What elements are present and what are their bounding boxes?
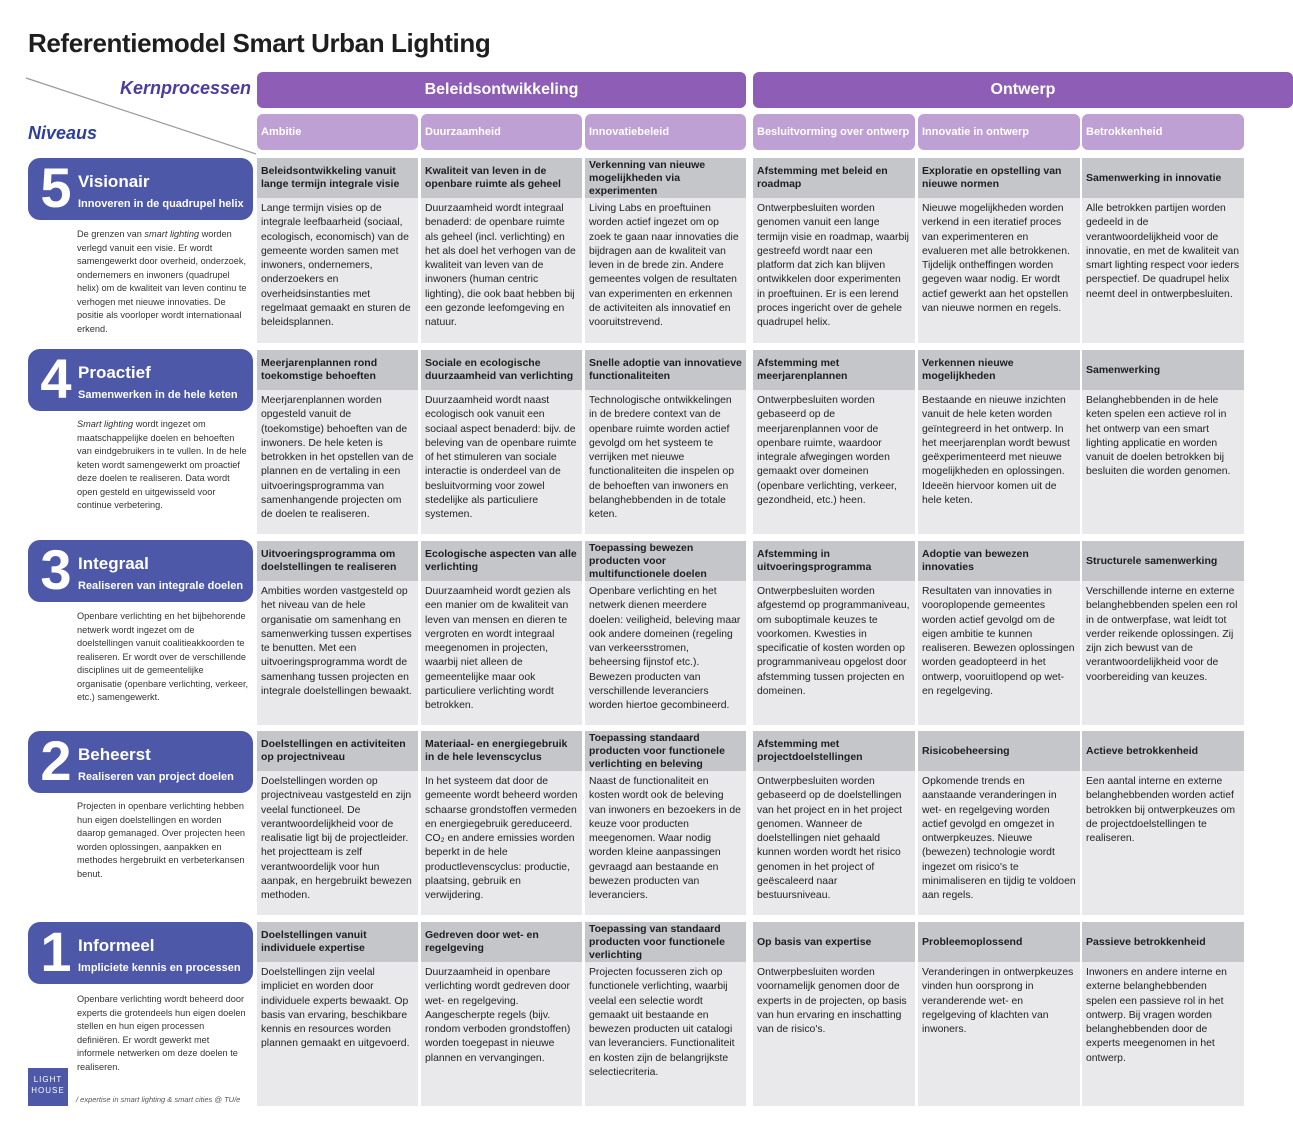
matrix-cell — [1082, 731, 1244, 915]
level-number: 1 — [40, 920, 72, 983]
level-description — [77, 800, 249, 881]
cell-text: Duurzaamheid in openbare verlichting wordt gedreven door wet- en regelgeving. Aangescherpte regels (bijv. rondom verboden grondstoffen) worden toegepast in nieuwe plannen en vervangingen. — [425, 967, 571, 1064]
matrix-cell — [585, 541, 746, 725]
description-emphasis: smart lighting — [144, 229, 200, 239]
matrix-cell — [257, 350, 418, 534]
matrix-cell — [585, 922, 746, 1106]
cell-text: Bestaande en nieuwe inzichten vanuit de hele keten worden geïntegreerd in het ontwerp. In het meerjarenplan wordt bewust geëxperimenteerd met nieuwe mogelijkheden en oplossingen. Ideeën hiervoor komen uit de hele keten. — [922, 395, 1070, 507]
cell-text: Alle betrokken partijen worden gedeeld in de verantwoordelijkheid voor de innovatie, en met de kwaliteit van smart lighting respect voor ieders perspectief. De quadrupel helix neemt deel in ontwerpbesluiten. — [1086, 203, 1240, 300]
cell-title: Kwaliteit van leven in de openbare ruimte als geheel — [421, 158, 582, 198]
cell-title: Afstemming met projectdoelstellingen — [753, 731, 915, 771]
level-number: 4 — [40, 347, 72, 410]
subcategory-besluitvorming: Besluitvorming over ontwerp — [753, 114, 915, 150]
cell-title: Afstemming met meerjarenplannen — [753, 350, 915, 390]
level-name: Integraal — [78, 554, 149, 573]
category-beleidsontwikkeling: Beleidsontwikkeling — [257, 72, 746, 108]
level-header-informeel — [28, 922, 253, 984]
cell-title: Uitvoeringsprogramma om doelstellingen te realiseren — [257, 541, 418, 581]
cell-title: Afstemming in uitvoeringsprogramma — [753, 541, 915, 581]
kernprocessen-label: Kernprocessen — [120, 78, 252, 98]
matrix-cell — [585, 731, 746, 915]
cell-text: Ontwerpbesluiten worden gebaseerd op de meerjarenplannen voor de openbare ruimte, waardoor integrale afwegingen worden gemaakt over domeinen (openbare verlichting, verkeer, gezondheid, etc.) heen. — [757, 395, 897, 507]
cell-title: Verkennen nieuwe mogelijkheden — [918, 350, 1080, 390]
cell-title: Samenwerking in innovatie — [1082, 158, 1244, 198]
cell-text: Ontwerpbesluiten worden afgestemd op programmaniveau, om suboptimale keuzes te voorkomen. Kwesties in specificatie of kosten worden op programmaniveau opgelost door afstemming tussen projecten en domeinen. — [757, 586, 910, 698]
cell-title: Beleidsontwikkeling vanuit lange termijn integrale visie — [257, 158, 418, 198]
level-subtitle: Innoveren in de quadrupel helix — [78, 198, 244, 210]
matrix-cell — [1082, 541, 1244, 725]
matrix-cell — [1082, 922, 1244, 1106]
level-description — [77, 418, 249, 513]
cell-title: Actieve betrokkenheid — [1082, 731, 1244, 771]
matrix-cell — [918, 158, 1080, 343]
cell-title: Risicobeheersing — [918, 731, 1080, 771]
cell-text: Openbare verlichting en het netwerk dienen meerdere doelen: veiligheid, beleving maar ook andere domeinen (regeling van verkeersstromen, beheersing fijnstof etc.). Bewezen producten van verschillende leveranciers worden hiertoe gecombineerd. — [589, 586, 741, 712]
description-part: wordt ingezet om maatschappelijke doelen en behoeften van eindgebruikers in te vullen. In de hele keten wordt samengewerkt om proactief deze doelen te realiseren. Data wordt open gesteld en uitgewisseld voor continue verbetering. — [77, 419, 247, 510]
description-part: worden verlegd vanuit een visie. Er wordt samengewerkt door overheid, onderzoek, ondernemers en inwoners (quadrupel helix) om de kwaliteit van leven continu te verhogen met nieuwe innovaties. De positie als voorloper wordt internationaal erkend. — [77, 229, 247, 334]
category-ontwerp: Ontwerp — [753, 72, 1293, 108]
matrix-cell — [257, 541, 418, 725]
level-description — [77, 993, 249, 1074]
level-subtitle: Realiseren van project doelen — [78, 771, 234, 783]
matrix-cell — [421, 158, 582, 343]
cell-text: Verschillende interne en externe belanghebbenden spelen een rol in de ontwerpfase, wat leidt tot verder reikende oplossingen. Zij zijn zich bewust van de verantwoordelijkheid voor de voorbereiding van keuzes. — [1086, 586, 1238, 683]
cell-title: Doelstellingen vanuit individuele expertise — [257, 922, 418, 962]
matrix-cell — [918, 922, 1080, 1106]
level-number: 5 — [40, 156, 72, 219]
cell-text: Lange termijn visies op de integrale leefbaarheid (sociaal, ecologisch, economisch) van de gemeente worden samen met inwoners, ondernemers, onderzoekers en overheidsinstanties met regelmaat gemaakt en sturen de beleidsplannen. — [261, 203, 411, 329]
cell-text: Projecten focusseren zich op functionele verlichting, waarbij veelal een selectie wordt gemaakt uit bestaande en bewezen producten uit catalogi van leveranciers. Functionaliteit en kosten zijn de belangrijkste selectiecriteria. — [589, 967, 735, 1079]
matrix-cell — [753, 541, 915, 725]
matrix-cell — [585, 350, 746, 534]
matrix-cell — [421, 922, 582, 1106]
matrix-cell — [585, 158, 746, 343]
matrix-cell — [918, 731, 1080, 915]
cell-title: Doelstellingen en activiteiten op projectniveau — [257, 731, 418, 771]
lighthouse-logo — [28, 1068, 68, 1106]
description-part: Openbare verlichting wordt beheerd door experts die grotendeels hun eigen doelen stellen en hun eigen processen definiëren. Er wordt gewerkt met informele netwerken om deze doelen te realiseren. — [77, 994, 246, 1072]
cell-title: Passieve betrokkenheid — [1082, 922, 1244, 962]
cell-title: Sociale en ecologische duurzaamheid van verlichting — [421, 350, 582, 390]
cell-title: Materiaal- en energiegebruik in de hele levenscyclus — [421, 731, 582, 771]
cell-text: Ontwerpbesluiten worden gebaseerd op de doelstellingen van het project en in het project genomen. Wanneer de doelstellingen niet gehaald kunnen worden wordt het risico genomen in het project of geëscaleerd naar bestuursniveau. — [757, 776, 902, 902]
subcategory-duurzaamheid: Duurzaamheid — [421, 114, 582, 150]
matrix-cell — [421, 731, 582, 915]
niveaus-label: Niveaus — [28, 123, 98, 143]
matrix-cell — [753, 731, 915, 915]
level-name: Proactief — [78, 363, 151, 382]
cell-text: Duurzaamheid wordt gezien als een manier om de kwaliteit van leven van mensen en dieren te vergroten en wordt integraal meegenomen in projecten, waarbij niet alleen de gemeentelijke maar ook particuliere verlichting wordt betrokken. — [425, 586, 571, 712]
matrix-cell — [753, 350, 915, 534]
cell-text: Belanghebbenden in de hele keten spelen een actieve rol in het ontwerp van een smart lighting applicatie en worden vanuit de doelen betrokken bij besluiten die worden genomen. — [1086, 395, 1231, 478]
cell-text: Inwoners en andere interne en externe belanghebbenden spelen een passieve rol in het ontwerp. Bij vragen worden belanghebbenden door de experts meegenomen in het ontwerp. — [1086, 967, 1227, 1064]
description-emphasis: Smart lighting — [77, 419, 134, 429]
cell-text: Duurzaamheid wordt naast ecologisch ook vanuit een sociaal aspect benaderd: bijv. de beleving van de openbare ruimte of het stimuleren van sociale interactie is onderdeel van de besluitvorming voor zowel stedelijke als particuliere systemen. — [425, 395, 577, 521]
matrix-cell — [1082, 158, 1244, 343]
level-subtitle: Samenwerken in de hele keten — [78, 389, 238, 401]
subcategory-betrokkenheid: Betrokkenheid — [1082, 114, 1244, 150]
level-header-visionair — [28, 158, 253, 220]
cell-text: Een aantal interne en externe belanghebbenden worden actief betrokken bij ontwerpkeuzes om de projectdoelstellingen te realiseren. — [1086, 776, 1236, 845]
description-part: Projecten in openbare verlichting hebben hun eigen doelstellingen en worden daarop gemanaged. Over projecten heen worden oplossingen, aanpakken en methodes hergebruikt en verbeterkansen benut. — [77, 801, 246, 879]
subcategory-innovatiebeleid: Innovatiebeleid — [585, 114, 746, 150]
cell-text: Veranderingen in ontwerpkeuzes vinden hun oorsprong in veranderende wet- en regelgeving of klachten van inwoners. — [922, 967, 1074, 1036]
level-number: 2 — [40, 729, 72, 792]
description-part: Openbare verlichting en het bijbehorende netwerk wordt ingezet om de doelstellingen vanuit coalitieakkoorden te realiseren. Er wordt over de verschillende disciplines uit de gemeentelijke organisatie (openbare verlichting, verkeer, etc.) samengewerkt. — [77, 611, 249, 702]
level-header-beheerst — [28, 731, 253, 793]
cell-title: Gedreven door wet- en regelgeving — [421, 922, 582, 962]
cell-text: Opkomende trends en aanstaande veranderingen in wet- en regelgeving worden actief gevolgd en omgezet in ontwerpkeuzes. Nieuwe (bewezen) technologie wordt ingezet om risico's te minimaliseren en tijdig te voldoen aan regels. — [922, 776, 1076, 902]
page-title: Referentiemodel Smart Urban Lighting — [28, 28, 491, 58]
logo-line-2: HOUSE — [31, 1086, 65, 1095]
level-subtitle: Realiseren van integrale doelen — [78, 580, 244, 592]
matrix-cell — [257, 731, 418, 915]
matrix-cell — [257, 158, 418, 343]
cell-text: Doelstellingen worden op projectniveau vastgesteld en zijn veelal functioneel. De verantwoordelijkheid voor de realisatie ligt bij de projectleider. het projectteam is zelf verantwoordelijk voor hun aanpak, en hergebruikt bewezen methoden. — [261, 776, 412, 902]
cell-text: Ontwerpbesluiten worden voornamelijk genomen door de experts in de projecten, op basis van hun ervaring en inschatting van de risico's. — [757, 967, 907, 1036]
cell-text: Doelstellingen zijn veelal impliciet en worden door individuele experts bewaakt. Op basis van ervaring, beschikbare kennis en resources worden plannen gemaakt en uitgevoerd. — [261, 967, 410, 1050]
cell-title: Meerjarenplannen rond toekomstige behoeften — [257, 350, 418, 390]
cell-text: Ontwerpbesluiten worden genomen vanuit een lange termijn visie en roadmap, waarbij gestreefd wordt naar een platform dat zich kan blijven ontwikkelen door experimenten in proeftuinen. Er is een lerend proces ingericht over de gehele quadrupel helix. — [757, 203, 909, 329]
logo-line-1: LIGHT — [33, 1075, 63, 1084]
cell-text: Naast de functionaliteit en kosten wordt ook de beleving van inwoners en bezoekers in de keuze voor producten meegenomen. Waar nodig worden kleine aanpassingen gevraagd aan bestaande en bewezen producten van leveranciers. — [589, 776, 741, 902]
level-description — [77, 228, 249, 336]
cell-text: Nieuwe mogelijkheden worden verkend in een iteratief proces van experimenteren en evalueren met alle betrokkenen. Tijdelijk ontheffingen worden gegeven waar nodig. Er wordt actief gewerkt aan het opstellen van nieuwe normen en regels. — [922, 203, 1070, 315]
cell-title: Op basis van expertise — [753, 922, 915, 962]
footer-text: / expertise in smart lighting & smart cities @ TU/e — [76, 1095, 241, 1104]
matrix-cell — [1082, 350, 1244, 534]
cell-text: Resultaten van innovaties in vooroplopende gemeentes worden actief gevolgd om de eigen ambitie te kunnen realiseren. Bewezen oplossingen worden geadopteerd in het ontwerp, vooruitlopend op wet- en regelgeving. — [922, 586, 1075, 698]
level-description — [77, 610, 249, 705]
cell-title: Afstemming met beleid en roadmap — [753, 158, 915, 198]
cell-title: Verkenning van nieuwe mogelijkheden via experimenten — [585, 158, 746, 198]
cell-title: Ecologische aspecten van alle verlichting — [421, 541, 582, 581]
cell-title: Samenwerking — [1082, 350, 1244, 390]
level-subtitle: Impliciete kennis en processen — [78, 962, 241, 974]
cell-title: Toepassing van standaard producten voor functionele verlichting — [585, 922, 746, 962]
level-header-integraal — [28, 540, 253, 602]
cell-title: Probleemoplossend — [918, 922, 1080, 962]
level-number: 3 — [40, 538, 72, 601]
cell-text: Ambities worden vastgesteld op het niveau van de hele organisatie om samenhang en samenwerking tussen expertises te benutten. Met een uitvoeringsprogramma wordt de samenhang tussen projecten en integrale doelstellingen bewaakt. — [261, 586, 412, 698]
cell-text: Meerjarenplannen worden opgesteld vanuit de (toekomstige) behoeften van de inwoners. De hele keten is betrokken in het opstellen van de plannen en de vertaling in een uitvoeringsprogramma van samenhangende projecten om de doelen te realiseren. — [261, 395, 414, 521]
matrix-cell — [753, 158, 915, 343]
level-name: Visionair — [78, 172, 150, 191]
cell-title: Exploratie en opstelling van nieuwe normen — [918, 158, 1080, 198]
subcategory-ambitie: Ambitie — [257, 114, 418, 150]
cell-text: In het systeem dat door de gemeente wordt beheerd worden schaarse grondstoffen vermeden en energiegebruik gereduceerd. CO₂ en andere emissies worden beperkt in de hele productlevenscyclus: productie, plaatsing, gebruik en verwijdering. — [425, 776, 578, 902]
cell-title: Snelle adoptie van innovatieve functionaliteiten — [585, 350, 746, 390]
subcategory-innovatie-in-ontwerp: Innovatie in ontwerp — [918, 114, 1080, 150]
level-name: Informeel — [78, 936, 155, 955]
level-header-proactief — [28, 349, 253, 411]
cell-text: Technologische ontwikkelingen in de bredere context van de openbare ruimte worden actief gevolgd om het systeem te verrijken met nieuwe functionaliteiten die inspelen op de behoeften van inwoners en belanghebbenden in de totale keten. — [589, 395, 734, 521]
matrix-cell — [257, 922, 418, 1106]
level-name: Beheerst — [78, 745, 151, 764]
matrix-cell — [753, 922, 915, 1106]
cell-title: Toepassing bewezen producten voor multifunctionele doelen — [585, 541, 746, 581]
matrix-cell — [918, 350, 1080, 534]
matrix-cell — [421, 541, 582, 725]
matrix-cell — [918, 541, 1080, 725]
description-part: De grenzen van — [77, 229, 145, 239]
cell-title: Toepassing standaard producten voor functionele verlichting en beleving — [585, 731, 746, 771]
cell-text: Duurzaamheid wordt integraal benaderd: de openbare ruimte als geheel (incl. verlichting) en het als doel het verhogen van de kwaliteit van leven van de inwoners (human centric lighting), die ook baat hebben bij een gezonde leefomgeving en natuur. — [425, 203, 576, 329]
matrix-cell — [421, 350, 582, 534]
cell-title: Adoptie van bewezen innovaties — [918, 541, 1080, 581]
cell-title: Structurele samenwerking — [1082, 541, 1244, 581]
cell-text: Living Labs en proeftuinen worden actief ingezet om op zoek te gaan naar innovaties die bijdragen aan de kwaliteit van leven in de brede zin. Andere gemeentes volgen de resultaten van experimenten en erkennen de activiteiten als innovatief en vooruitstrevend. — [589, 203, 739, 329]
